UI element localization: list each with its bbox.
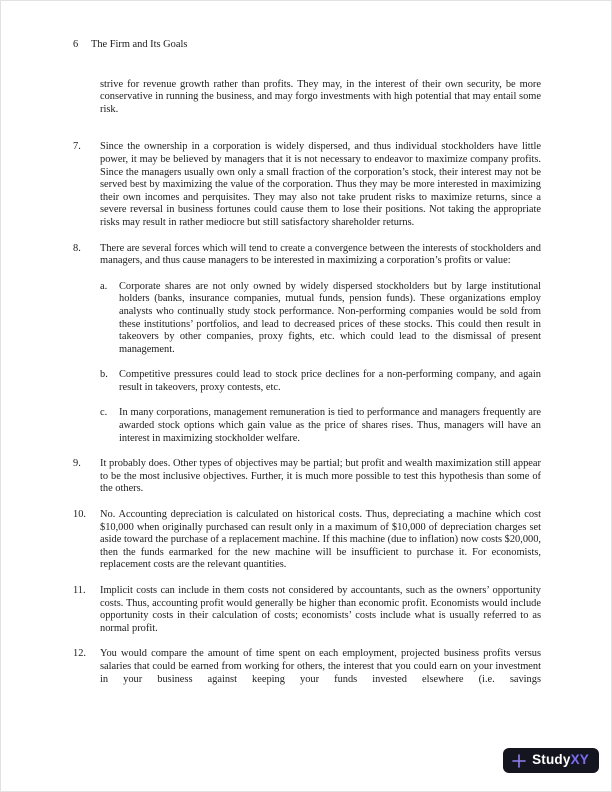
sub-item-text: In many corporations, management remuneration is tied to performance and managers frequently are awarded stock options which gain value as the price of shares rises. Thus, managers will have an interest in maximizing stockholder welfare. <box>119 407 541 444</box>
plus-icon <box>512 754 526 768</box>
answer-item-10 <box>73 509 541 572</box>
item-text: There are several forces which will tend to create a convergence between the interests of stockholders and managers, and thus cause managers to be interested in maximizing a corporation’s profits or value: <box>100 242 541 267</box>
page-number: 6 <box>73 39 79 50</box>
page-content <box>73 39 541 699</box>
item-text: Implicit costs can include in them costs not considered by accountants, such as the owners’ opportunity costs. Thus, accounting profit would generally be higher than economic profit. Economists would include opportunity costs in their calculation of costs; economists’ costs include what is usually referred to as normal profit. <box>100 585 541 634</box>
item-text: You would compare the amount of time spent on each employment, projected business profits versus salaries that could be earned from working for others, the interest that you could earn on your investment in your business against keeping your funds invested elsewhere (i.e. savings <box>100 648 541 685</box>
item-number: 7. <box>73 141 81 153</box>
sub-item-letter: c. <box>100 407 108 419</box>
answer-item-8 <box>73 243 541 446</box>
sub-item-text: Corporate shares are not only owned by widely dispersed stockholders but by large institutional holders (banks, insurance companies, mutual funds, pension funds). These organizations employ analysts who continually study stock performance. Non-performing companies would be sold from these institutions’ portfolios, and lead to decreased prices of these stocks. This could then result in takeovers by other companies, proxy fights, etc. which could lead to the dismissal of present management. <box>119 280 541 355</box>
item-text: Since the ownership in a corporation is widely dispersed, and thus individual stockholders have little power, it may be believed by managers that it is not necessary to endeavor to maximize company profits. Since the managers usually own only a small fraction of the corporation’s stock, their interest may not be served best by maximizing the value of the corporation. Thus they may be more interested in maximizing their own incomes and perquisites. They may also not take prudent risks to maximize returns, since a severe reversal in business fortunes could cause them to lose their positions. Not taking the appropriate risks may result in rather mediocre but still satisfactory shareholder returns. <box>100 141 541 228</box>
item-number: 10. <box>73 509 86 521</box>
brand-text <box>532 754 589 767</box>
page-header <box>73 39 541 52</box>
paragraph-continuation: strive for revenue growth rather than profits. They may, in the interest of their own security, be more conservative in running the business, and may forgo investments with high potential that may entail some risk. <box>100 78 541 115</box>
brand-text-study: Study <box>532 752 571 768</box>
sub-item-letter: b. <box>100 369 108 381</box>
chapter-title: The Firm and Its Goals <box>91 39 188 50</box>
sub-item-c <box>100 407 541 445</box>
sub-item-a <box>100 281 541 357</box>
sub-item-text: Competitive pressures could lead to stock price declines for a non-performing company, and again result in takeovers, proxy contests, etc. <box>119 369 541 393</box>
item-text: It probably does. Other types of objectives may be partial; but profit and wealth maximization still appear to be the most inclusive objectives. Further, it is much more possible to test this hypothesis than some of the others. <box>100 458 541 495</box>
studyxy-logo <box>503 748 599 773</box>
item-text: No. Accounting depreciation is calculated on historical costs. Thus, depreciating a machine which cost $10,000 when originally purchased can result only in a maximum of $10,000 of depreciation charges set aside toward the purchase of a replacement machine. If this machine (due to inflation) now costs $20,000, then the funds earmarked for the new machine will be insufficient to purchase it. For economists, replacement costs are the relevant quantities. <box>100 509 541 571</box>
item-number: 12. <box>73 648 86 660</box>
answer-item-11 <box>73 585 541 635</box>
item-number: 8. <box>73 242 81 254</box>
item-number: 9. <box>73 458 81 470</box>
answer-item-12 <box>73 648 541 686</box>
sub-item-letter: a. <box>100 280 108 292</box>
answer-item-9 <box>73 458 541 496</box>
brand-text-xy: XY <box>570 752 589 768</box>
item-number: 11. <box>73 585 86 596</box>
answer-item-7 <box>73 141 541 229</box>
sub-item-b <box>100 369 541 394</box>
